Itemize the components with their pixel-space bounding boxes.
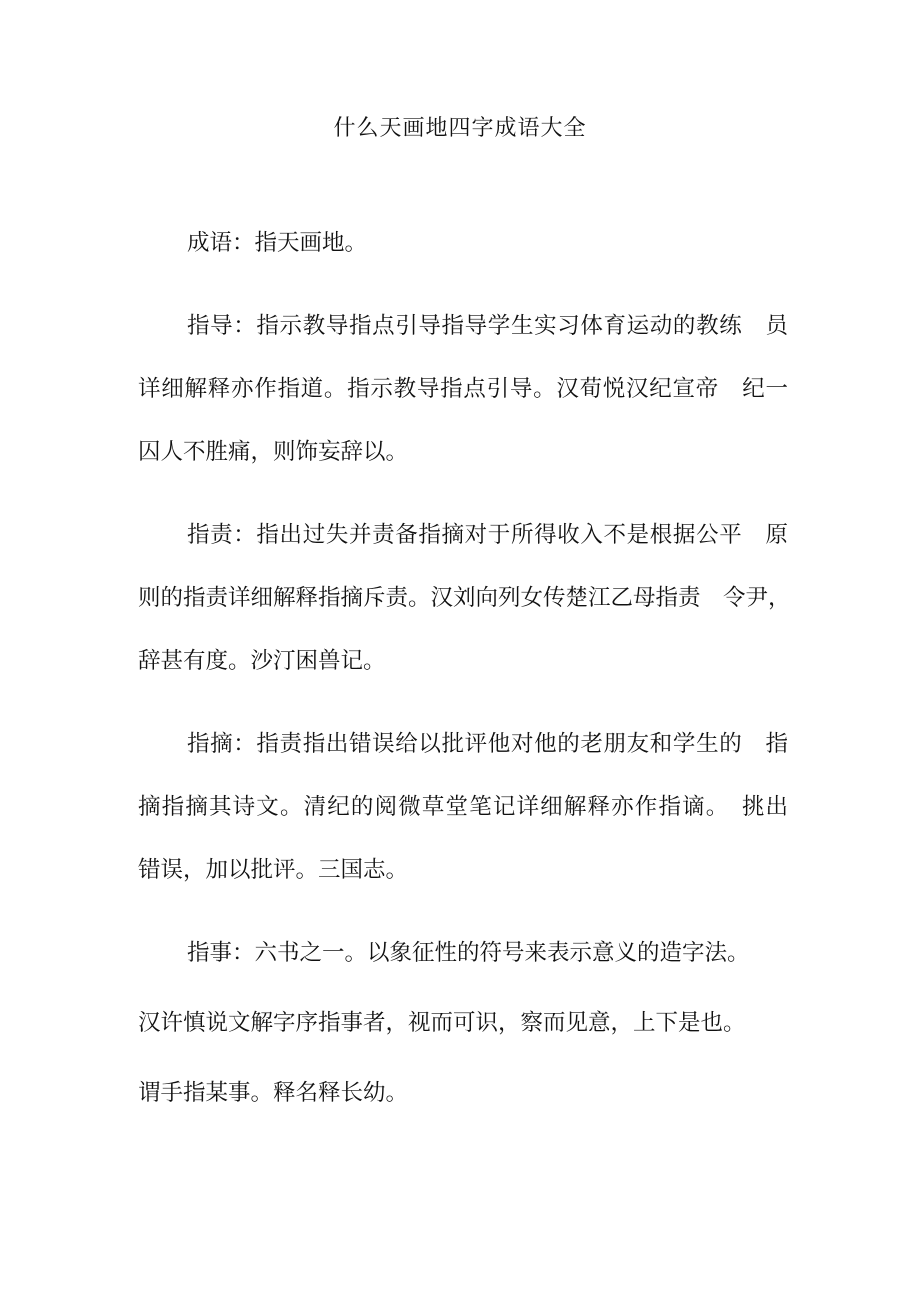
- paragraph-2-line-2: 详细解释亦作指道。指示教导指点引导。汉荀悦汉纪宣帝 纪一: [138, 376, 788, 402]
- paragraph-2-line-3: 囚人不胜痛，则饰妄辞以。: [138, 439, 409, 465]
- paragraph-3-line-1: 指责：指出过失并责备指摘对于所得收入不是根据公平 原: [187, 522, 788, 548]
- paragraph-5-line-2: 汉许慎说文解字序指事者，视而可识，察而见意，上下是也。: [138, 1010, 746, 1036]
- paragraph-4-line-1: 指摘：指责指出错误给以批评他对他的老朋友和学生的 指: [187, 731, 788, 757]
- paragraph-2-line-1: 指导：指示教导指点引导指导学生实习体育运动的教练 员: [187, 313, 788, 339]
- paragraph-4-line-3: 错误，加以批评。三国志。: [138, 857, 409, 883]
- paragraph-5-line-1: 指事：六书之一。以象征性的符号来表示意义的造字法。: [187, 940, 750, 966]
- paragraph-3-line-3: 辞甚有度。沙汀困兽记。: [138, 648, 386, 674]
- paragraph-4-line-2: 摘指摘其诗文。清纪的阅微草堂笔记详细解释亦作指谪。 挑出: [138, 794, 788, 820]
- page-title: 什么天画地四字成语大全: [333, 116, 587, 141]
- paragraph-5-line-3: 谓手指某事。释名释长幼。: [138, 1080, 409, 1106]
- paragraph-1-line-1: 成语：指天画地。: [187, 230, 368, 256]
- paragraph-3-line-2: 则的指责详细解释指摘斥责。汉刘向列女传楚江乙母指责 令尹，: [138, 585, 791, 611]
